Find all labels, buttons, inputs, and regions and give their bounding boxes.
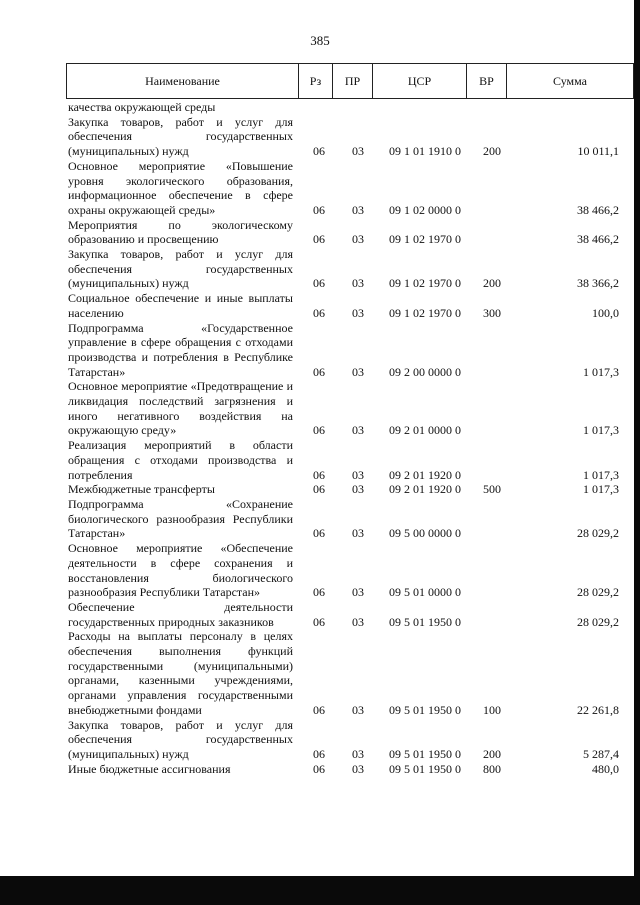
table-row: [68, 718, 634, 762]
cell-vr: 200: [483, 746, 501, 761]
cell-name: Закупка товаров, работ и услуг для обеспечения государственных (муниципальных) нужд: [68, 114, 293, 159]
cell-sum: 28 029,2: [577, 614, 619, 629]
cell-csr: 09 2 00 0000 0: [389, 364, 461, 379]
cell-vr: 500: [483, 482, 501, 497]
cell-vr: 200: [483, 144, 501, 159]
table-row: [68, 438, 634, 482]
cell-csr: 09 1 02 1970 0: [389, 232, 461, 247]
table-row: [68, 115, 634, 159]
cell-sum: 480,0: [592, 761, 619, 776]
cell-name: Подпрограмма «Сохранение биологического разнообразия Республики Татарстан»: [68, 496, 293, 541]
cell-rz: 06: [313, 305, 325, 320]
cell-csr: 09 5 01 1950 0: [389, 761, 461, 776]
cell-csr: 09 5 00 0000 0: [389, 526, 461, 541]
table-row: [68, 100, 634, 115]
cell-name: Закупка товаров, работ и услуг для обеспечения государственных (муниципальных) нужд: [68, 247, 293, 291]
cell-sum: 38 466,2: [577, 202, 619, 217]
cell-rz: 06: [313, 364, 325, 379]
cell-vr: 200: [483, 276, 501, 291]
cell-csr: 09 2 01 0000 0: [389, 423, 461, 438]
cell-sum: 1 017,3: [583, 364, 619, 379]
cell-rz: 06: [313, 585, 325, 600]
cell-name: качества окружающей среды: [68, 100, 216, 114]
cell-pr: 03: [352, 305, 364, 320]
cell-pr: 03: [352, 614, 364, 629]
cell-csr: 09 1 02 0000 0: [389, 202, 461, 217]
cell-csr: 09 5 01 1950 0: [389, 746, 461, 761]
cell-name: Мероприятия по экологическому образованию и просвещению: [68, 217, 293, 247]
scan-edge: [634, 0, 640, 905]
cell-rz: 06: [313, 202, 325, 217]
cell-rz: 06: [313, 614, 325, 629]
cell-sum: 5 287,4: [583, 746, 619, 761]
cell-name: Основное мероприятие «Повышение уровня экологического образования, информационное обеспечение в сфере охраны окружающей среды»: [68, 158, 293, 217]
cell-pr: 03: [352, 526, 364, 541]
table-row: [68, 600, 634, 629]
table-body: [68, 100, 634, 776]
cell-name: Расходы на выплаты персоналу в целях обеспечения выполнения функций государственными (муниципальными) органами, казенными учреждениями, органами управления государственными внебюджетными фондами: [68, 629, 293, 717]
column-header-pr: ПР: [333, 64, 373, 98]
table-row: [68, 482, 634, 497]
cell-sum: 1 017,3: [583, 467, 619, 482]
cell-vr: 300: [483, 305, 501, 320]
cell-pr: 03: [352, 482, 364, 497]
cell-rz: 06: [313, 746, 325, 761]
cell-rz: 06: [313, 482, 325, 497]
cell-sum: 10 011,1: [577, 144, 619, 159]
table-row: [68, 379, 634, 438]
cell-sum: 38 466,2: [577, 232, 619, 247]
cell-sum: 38 366,2: [577, 276, 619, 291]
cell-sum: 22 261,8: [577, 702, 619, 717]
cell-name: Основное мероприятие «Предотвращение и ликвидация последствий загрязнения и иного негативного воздействия на окружающую среду»: [68, 379, 293, 438]
cell-rz: 06: [313, 702, 325, 717]
cell-csr: 09 1 02 1970 0: [389, 276, 461, 291]
cell-pr: 03: [352, 364, 364, 379]
table-row: [68, 291, 634, 320]
table-row: [68, 762, 634, 777]
table-header: [66, 63, 634, 99]
table-row: [68, 629, 634, 717]
cell-rz: 06: [313, 761, 325, 776]
table-row: [68, 247, 634, 291]
cell-pr: 03: [352, 423, 364, 438]
cell-name: Основное мероприятие «Обеспечение деятельности в сфере сохранения и восстановления биологического разнообразия Республики Татарстан»: [68, 541, 293, 600]
cell-csr: 09 1 02 1970 0: [389, 305, 461, 320]
cell-csr: 09 5 01 0000 0: [389, 585, 461, 600]
cell-pr: 03: [352, 746, 364, 761]
cell-csr: 09 2 01 1920 0: [389, 467, 461, 482]
cell-rz: 06: [313, 526, 325, 541]
cell-sum: 100,0: [592, 305, 619, 320]
column-header-sum: Сумма: [553, 73, 587, 88]
table-row: [68, 321, 634, 380]
cell-name: Иные бюджетные ассигнования: [68, 761, 231, 776]
cell-name: Закупка товаров, работ и услуг для обеспечения государственных (муниципальных) нужд: [68, 717, 293, 761]
cell-rz: 06: [313, 232, 325, 247]
cell-rz: 06: [313, 423, 325, 438]
cell-pr: 03: [352, 585, 364, 600]
cell-rz: 06: [313, 144, 325, 159]
column-header-csr: ЦСР: [373, 64, 467, 98]
table-row: [68, 159, 634, 218]
cell-name: Реализация мероприятий в области обращения с отходами производства и потребления: [68, 438, 293, 482]
cell-csr: 09 5 01 1950 0: [389, 614, 461, 629]
table-row: [68, 497, 634, 541]
cell-rz: 06: [313, 467, 325, 482]
cell-name: Межбюджетные трансферты: [68, 482, 215, 497]
cell-rz: 06: [313, 276, 325, 291]
cell-sum: 1 017,3: [583, 482, 619, 497]
cell-pr: 03: [352, 702, 364, 717]
cell-sum: 28 029,2: [577, 585, 619, 600]
cell-name: Социальное обеспечение и иные выплаты населению: [68, 291, 293, 320]
column-header-name: Наименование: [67, 64, 299, 98]
column-header-vr: ВР: [467, 64, 507, 98]
page-number: 385: [310, 33, 330, 48]
table-row: [68, 218, 634, 247]
cell-pr: 03: [352, 232, 364, 247]
scan-bottom-edge: [0, 876, 640, 905]
cell-pr: 03: [352, 467, 364, 482]
cell-csr: 09 1 01 1910 0: [389, 144, 461, 159]
cell-pr: 03: [352, 761, 364, 776]
table-row: [68, 541, 634, 600]
cell-sum: 28 029,2: [577, 526, 619, 541]
cell-pr: 03: [352, 202, 364, 217]
cell-vr: 100: [483, 702, 501, 717]
cell-name: Подпрограмма «Государственное управление в сфере обращения с отходами производства и потребления в Республике Татарстан»: [68, 320, 293, 379]
cell-sum: 1 017,3: [583, 423, 619, 438]
cell-vr: 800: [483, 761, 501, 776]
cell-csr: 09 5 01 1950 0: [389, 702, 461, 717]
cell-csr: 09 2 01 1920 0: [389, 482, 461, 497]
column-header-rz: Рз: [299, 64, 333, 98]
cell-pr: 03: [352, 276, 364, 291]
cell-name: Обеспечение деятельности государственных природных заказников: [68, 599, 293, 629]
cell-pr: 03: [352, 144, 364, 159]
